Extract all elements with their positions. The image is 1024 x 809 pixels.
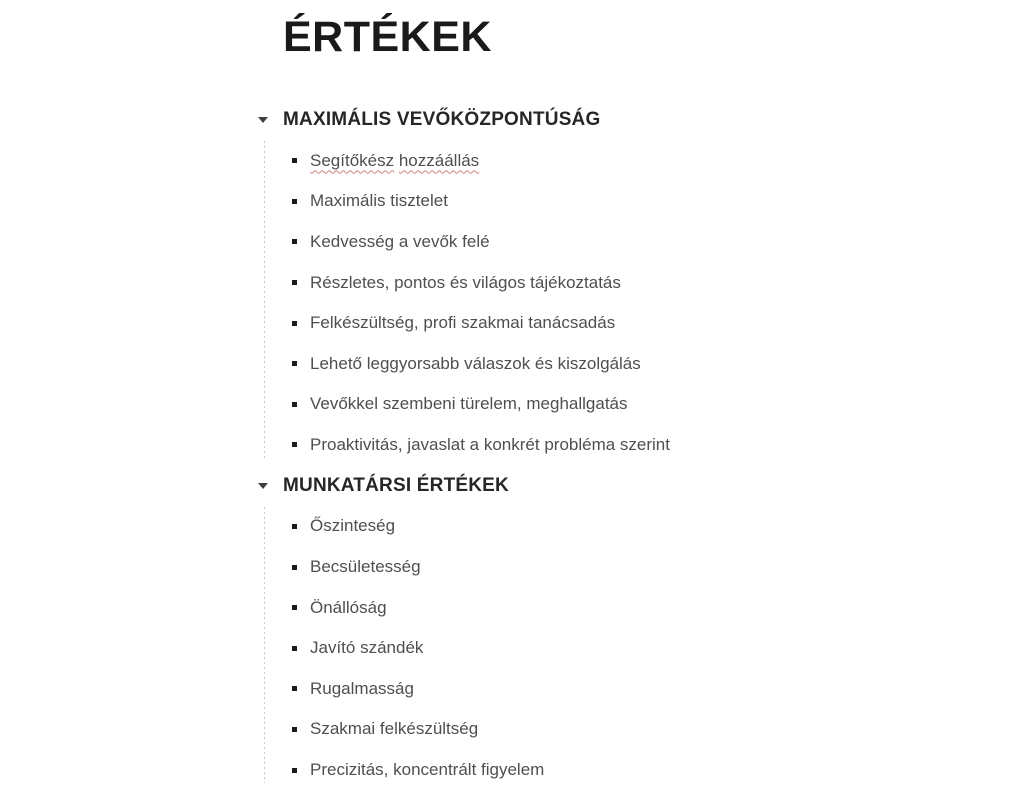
list-item-text: Kedvesség a vevők felé — [310, 231, 490, 251]
bullet-icon — [292, 402, 297, 407]
bullet-icon — [292, 321, 297, 326]
list-item — [283, 262, 1024, 303]
section-heading: MUNKATÁRSI ÉRTÉKEK — [283, 475, 509, 497]
list-item-text — [310, 151, 479, 171]
list-item — [283, 506, 1024, 547]
section-munkatarsi-ertekek — [283, 472, 1024, 790]
list-item — [283, 181, 1024, 222]
list-item-text: Önállóság — [310, 597, 387, 617]
list-item-text: Vevőkkel szembeni türelem, meghallgatás — [310, 394, 628, 414]
list-item-text: Felkészültség, profi szakmai tanácsadás — [310, 313, 616, 333]
list-item — [283, 750, 1024, 791]
list-item-text: Szakmai felkészültség — [310, 719, 479, 739]
bullet-icon — [292, 199, 297, 204]
list-item-text: Becsületesség — [310, 557, 421, 577]
list-item-text: Maximális tisztelet — [310, 191, 448, 211]
bullet-icon — [292, 239, 297, 244]
list-item-text: Javító szándék — [310, 638, 424, 658]
misspelled-word: Segítőkész — [310, 150, 395, 170]
bullet-icon — [292, 361, 297, 366]
bullet-icon — [292, 646, 297, 651]
bullet-icon — [292, 605, 297, 610]
list-item-text: Proaktivitás, javaslat a konkrét probléma szerint — [310, 434, 670, 454]
misspelled-word: hozzáállás — [398, 150, 480, 170]
bullet-icon — [292, 768, 297, 773]
bullet-icon — [292, 727, 297, 732]
list-item-text: Részletes, pontos és világos tájékoztatás — [310, 272, 621, 292]
section-item-list — [283, 140, 1024, 465]
list-item-text: Precizitás, koncentrált figyelem — [310, 760, 545, 780]
list-item — [283, 140, 1024, 181]
list-item-text: Rugalmasság — [310, 678, 414, 698]
section-heading: MAXIMÁLIS VEVŐKÖZPONTÚSÁG — [283, 109, 601, 131]
bullet-icon — [292, 524, 297, 529]
section-heading-row — [283, 106, 1024, 134]
section-item-list — [283, 506, 1024, 790]
section-maximalis-vevokozpontusag — [283, 106, 1024, 465]
list-item-text: Lehető leggyorsabb válaszok és kiszolgálás — [310, 353, 641, 373]
list-item — [283, 222, 1024, 263]
bullet-icon — [292, 158, 297, 163]
list-item — [283, 384, 1024, 425]
collapse-chevron-down-icon[interactable] — [258, 117, 268, 123]
list-item — [283, 628, 1024, 669]
bullet-icon — [292, 280, 297, 285]
bullet-icon — [292, 565, 297, 570]
list-item-text: Őszinteség — [310, 516, 396, 536]
indent-guide-line — [264, 507, 265, 783]
list-item — [283, 669, 1024, 710]
list-item — [283, 709, 1024, 750]
list-item — [283, 587, 1024, 628]
list-item — [283, 343, 1024, 384]
indent-guide-line — [264, 141, 265, 458]
list-item — [283, 425, 1024, 466]
section-heading-row — [283, 472, 1024, 500]
bullet-icon — [292, 686, 297, 691]
list-item — [283, 547, 1024, 588]
page-title: ÉRTÉKEK — [283, 13, 492, 61]
collapse-chevron-down-icon[interactable] — [258, 483, 268, 489]
bullet-icon — [292, 442, 297, 447]
list-item — [283, 303, 1024, 344]
